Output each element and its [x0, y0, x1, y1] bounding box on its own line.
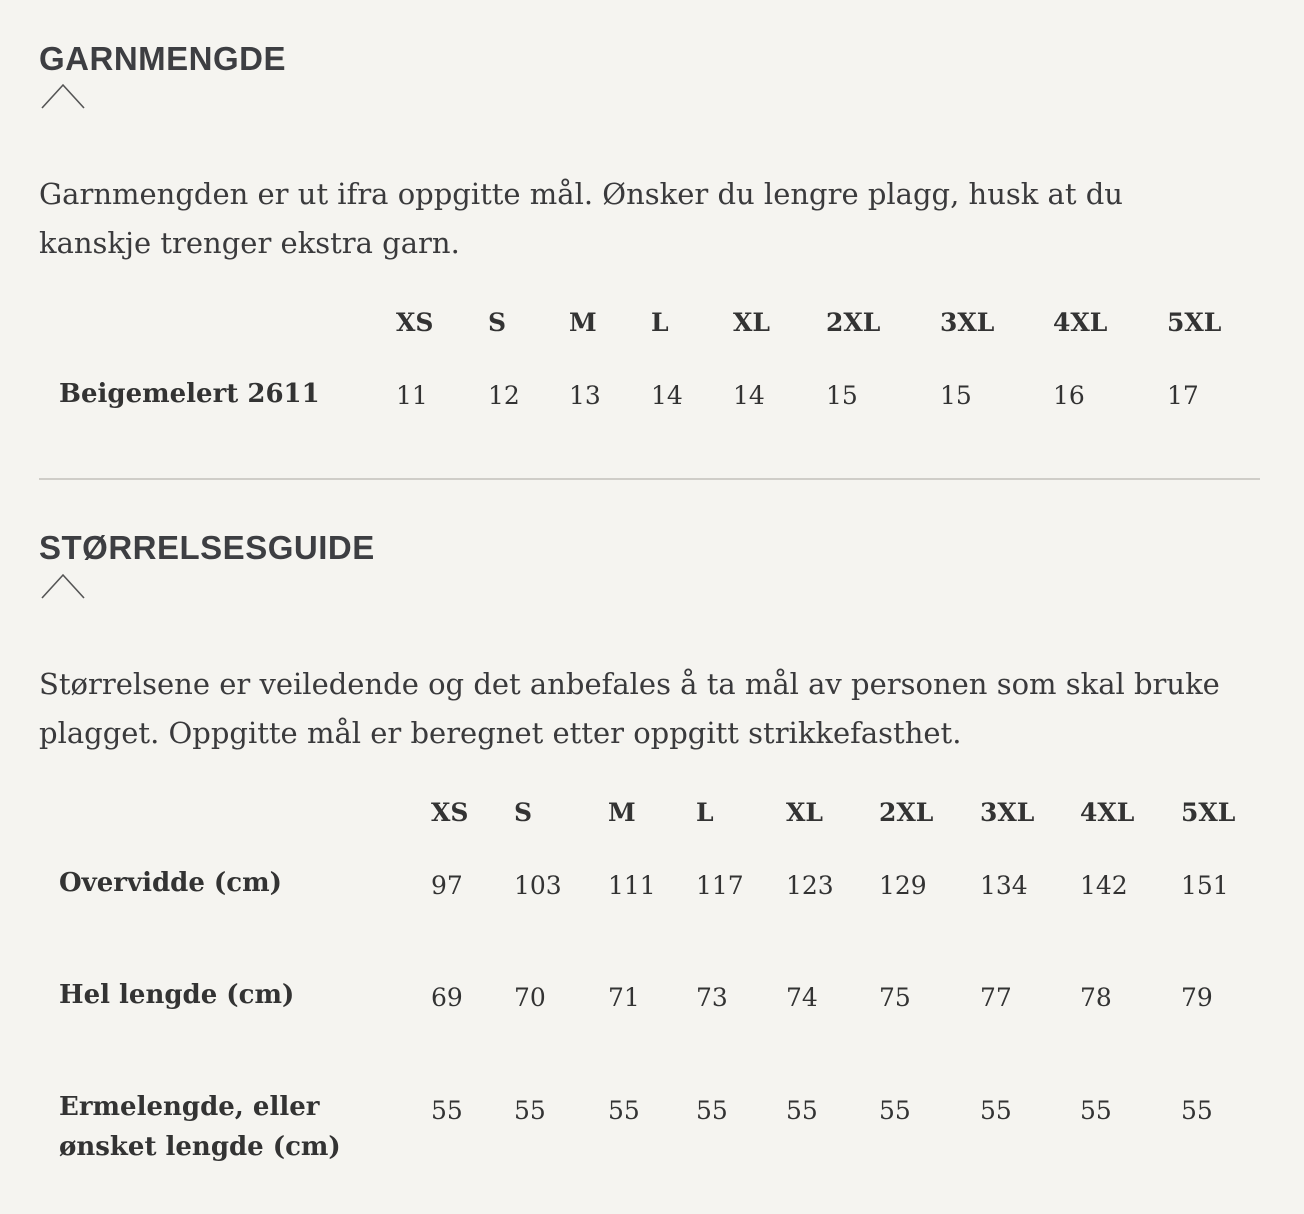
table-cell: 16 [1053, 381, 1085, 410]
table-cell: 117 [696, 871, 744, 900]
table-cell: 123 [786, 871, 834, 900]
table-cell: 79 [1181, 983, 1213, 1012]
table-cell: 15 [826, 381, 858, 410]
size-header-3xl: 3XL [980, 798, 1035, 827]
table-cell: 11 [396, 381, 428, 410]
table-cell: 70 [514, 983, 546, 1012]
table-cell: 134 [980, 871, 1028, 900]
size-header-4xl: 4XL [1053, 308, 1108, 337]
size-header-l: L [651, 308, 669, 337]
size-header-s: S [488, 308, 507, 337]
table-cell: 69 [431, 983, 463, 1012]
table-cell: 111 [608, 871, 656, 900]
size-header-xs: XS [396, 308, 434, 337]
table-cell: 129 [879, 871, 927, 900]
row-label: Overvidde (cm) [59, 868, 282, 898]
row-label: Ermelengde, eller ønsket lengde (cm) [59, 1092, 341, 1162]
size-header-5xl: 5XL [1167, 308, 1222, 337]
table-cell: 55 [696, 1096, 728, 1125]
table-cell: 14 [733, 381, 765, 410]
table-cell: 15 [940, 381, 972, 410]
section-divider [39, 478, 1260, 480]
size-header-4xl: 4XL [1080, 798, 1135, 827]
size-header-2xl: 2XL [826, 308, 881, 337]
table-cell: 14 [651, 381, 683, 410]
size-header-s: S [514, 798, 533, 827]
size-header-m: M [608, 798, 636, 827]
row-label: Hel lengde (cm) [59, 980, 295, 1010]
table-cell: 151 [1181, 871, 1229, 900]
table-cell: 13 [569, 381, 601, 410]
table-cell: 103 [514, 871, 562, 900]
table-cell: 55 [514, 1096, 546, 1125]
size-header-3xl: 3XL [940, 308, 995, 337]
size-header-2xl: 2XL [879, 798, 934, 827]
table-cell: 55 [786, 1096, 818, 1125]
collapse-chevron-up-icon[interactable] [40, 82, 86, 110]
table-cell: 55 [980, 1096, 1012, 1125]
table-cell: 55 [608, 1096, 640, 1125]
table-cell: 12 [488, 381, 520, 410]
table-cell: 55 [1181, 1096, 1213, 1125]
yarn-description: Garnmengden er ut ifra oppgitte mål. Ønsker du lengre plagg, husk at du kanskje trenger ekstra garn. [39, 177, 1123, 260]
table-cell: 142 [1080, 871, 1128, 900]
table-cell: 55 [431, 1096, 463, 1125]
size-header-5xl: 5XL [1181, 798, 1236, 827]
size-header-xl: XL [733, 308, 770, 337]
table-cell: 75 [879, 983, 911, 1012]
table-cell: 73 [696, 983, 728, 1012]
size-header-l: L [696, 798, 714, 827]
size-guide-description: Størrelsene er veiledende og det anbefales å ta mål av personen som skal bruke plagget. Oppgitte mål er beregnet etter oppgitt strikkefasthet. [39, 667, 1220, 750]
size-guide-title: STØRRELSESGUIDE [39, 529, 375, 566]
table-cell: 97 [431, 871, 463, 900]
row-label: Beigemelert 2611 [59, 379, 320, 409]
table-cell: 78 [1080, 983, 1112, 1012]
size-header-xs: XS [431, 798, 469, 827]
collapse-chevron-up-icon[interactable] [40, 572, 86, 600]
table-cell: 55 [879, 1096, 911, 1125]
size-header-xl: XL [786, 798, 823, 827]
size-header-m: M [569, 308, 597, 337]
yarn-section-title: GARNMENGDE [39, 40, 287, 77]
table-cell: 74 [786, 983, 818, 1012]
table-cell: 55 [1080, 1096, 1112, 1125]
table-cell: 77 [980, 983, 1012, 1012]
table-cell: 17 [1167, 381, 1199, 410]
table-cell: 71 [608, 983, 640, 1012]
